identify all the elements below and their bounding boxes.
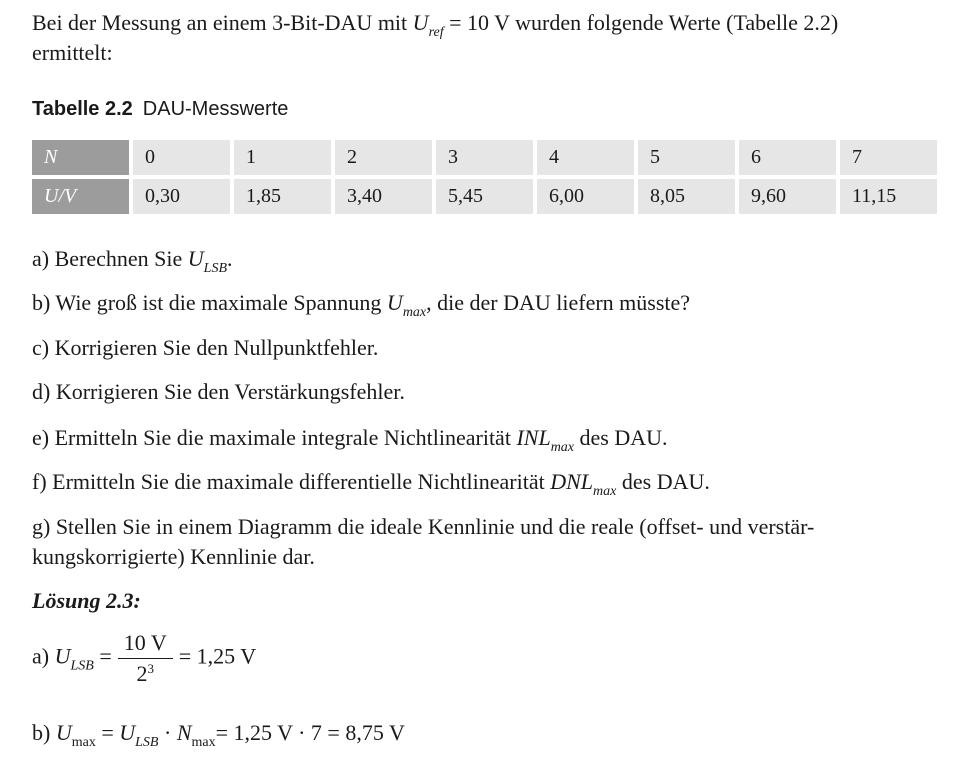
table-cell: 3,40	[335, 179, 432, 214]
umax-subscript: max	[402, 305, 427, 320]
solution-b-rhs-subscript-2: max	[191, 735, 216, 750]
question-e	[32, 423, 668, 453]
table-cell: 11,15	[840, 179, 937, 214]
table-cell: 0,30	[133, 179, 230, 214]
solution-b-rhs-symbol-2: N	[176, 720, 192, 745]
equals-sign: =	[95, 720, 120, 745]
table-cell: 1,85	[234, 179, 331, 214]
question-a-text: a) Berechnen Sie	[32, 246, 188, 271]
question-b-end: , die der DAU liefern müsste?	[426, 290, 691, 315]
question-c: c) Korrigieren Sie den Nullpunktfehler.	[32, 335, 379, 360]
table-cell: 3	[436, 140, 533, 175]
question-f-text: f) Ermitteln Sie die maximale differentielle Nichtlinearität	[32, 469, 551, 494]
uref-symbol: U	[412, 10, 429, 35]
multiplication-dot: ·	[158, 720, 177, 745]
table-cell: 9,60	[739, 179, 836, 214]
question-e-text: e) Ermitteln Sie die maximale integrale Nichtlinearität	[32, 425, 517, 450]
row-header-n: N	[32, 140, 129, 175]
fraction-denominator	[118, 659, 173, 687]
ulsb-symbol: U	[187, 246, 204, 271]
table-caption-label: Tabelle 2.2	[32, 98, 133, 120]
fraction	[118, 630, 173, 687]
solution-a-lhs-subscript: LSB	[70, 658, 94, 674]
table-cell: 2	[335, 140, 432, 175]
umax-symbol: U	[386, 290, 403, 315]
table-caption	[32, 98, 288, 121]
solution-b-rhs-symbol-1: U	[119, 720, 136, 745]
table-cell: 5,45	[436, 179, 533, 214]
solution-b-result: = 1,25 V · 7 = 8,75 V	[215, 720, 405, 745]
uref-subscript: ref	[428, 25, 444, 40]
question-g-line-1: g) Stellen Sie in einem Diagramm die ideale Kennlinie und die reale (offset- und verstär-	[32, 514, 815, 539]
table-cell: 6,00	[537, 179, 634, 214]
question-e-end: des DAU.	[574, 425, 668, 450]
dnl-symbol: DNL	[550, 469, 594, 494]
table-cell: 1	[234, 140, 331, 175]
table-cell: 7	[840, 140, 937, 175]
question-b	[32, 288, 690, 318]
table-row-u	[32, 179, 937, 214]
question-b-text: b) Wie groß ist die maximale Spannung	[32, 290, 387, 315]
row-header-u: U/V	[32, 179, 129, 214]
question-a	[32, 244, 233, 274]
intro-text: Bei der Messung an einem 3-Bit-DAU mit	[32, 10, 413, 35]
table-row-n	[32, 140, 937, 175]
solution-b-rhs-subscript-1: LSB	[135, 735, 159, 750]
inl-subscript: max	[550, 440, 575, 455]
solution-a-result: = 1,25 V	[178, 643, 257, 669]
inl-symbol: INL	[516, 425, 551, 450]
intro-line-1	[32, 8, 838, 38]
table-cell: 4	[537, 140, 634, 175]
denominator-exponent: 3	[147, 661, 154, 676]
question-g-line-2: kungskorrigierte) Kennlinie dar.	[32, 544, 315, 569]
ulsb-subscript: LSB	[203, 261, 227, 276]
solution-b-label: b)	[32, 720, 56, 745]
solution-b-lhs-subscript: max	[71, 735, 96, 750]
fraction-numerator: 10 V	[118, 630, 173, 659]
table-cell: 5	[638, 140, 735, 175]
solution-title: Lösung 2.3:	[32, 588, 141, 613]
intro-text-after: = 10 V wurden folgende Werte (Tabelle 2.2)	[443, 10, 839, 35]
solution-b-equation	[32, 720, 405, 750]
table-cell: 6	[739, 140, 836, 175]
denominator-base: 2	[136, 661, 148, 686]
table-cell: 0	[133, 140, 230, 175]
question-a-end: .	[227, 246, 233, 271]
solution-b-lhs-symbol: U	[55, 720, 72, 745]
question-f-end: des DAU.	[616, 469, 710, 494]
measurement-table	[28, 136, 941, 218]
question-f	[32, 467, 710, 497]
equals-sign: =	[93, 643, 112, 669]
solution-a-lhs-symbol: U	[54, 643, 71, 669]
question-d: d) Korrigieren Sie den Verstärkungsfehler.	[32, 379, 405, 404]
dnl-subscript: max	[593, 484, 617, 499]
solution-a-equation	[32, 630, 256, 687]
table-caption-title: DAU-Messwerte	[142, 98, 289, 120]
intro-line-2: ermittelt:	[32, 40, 113, 65]
table-cell: 8,05	[638, 179, 735, 214]
solution-a-label: a)	[32, 643, 55, 669]
